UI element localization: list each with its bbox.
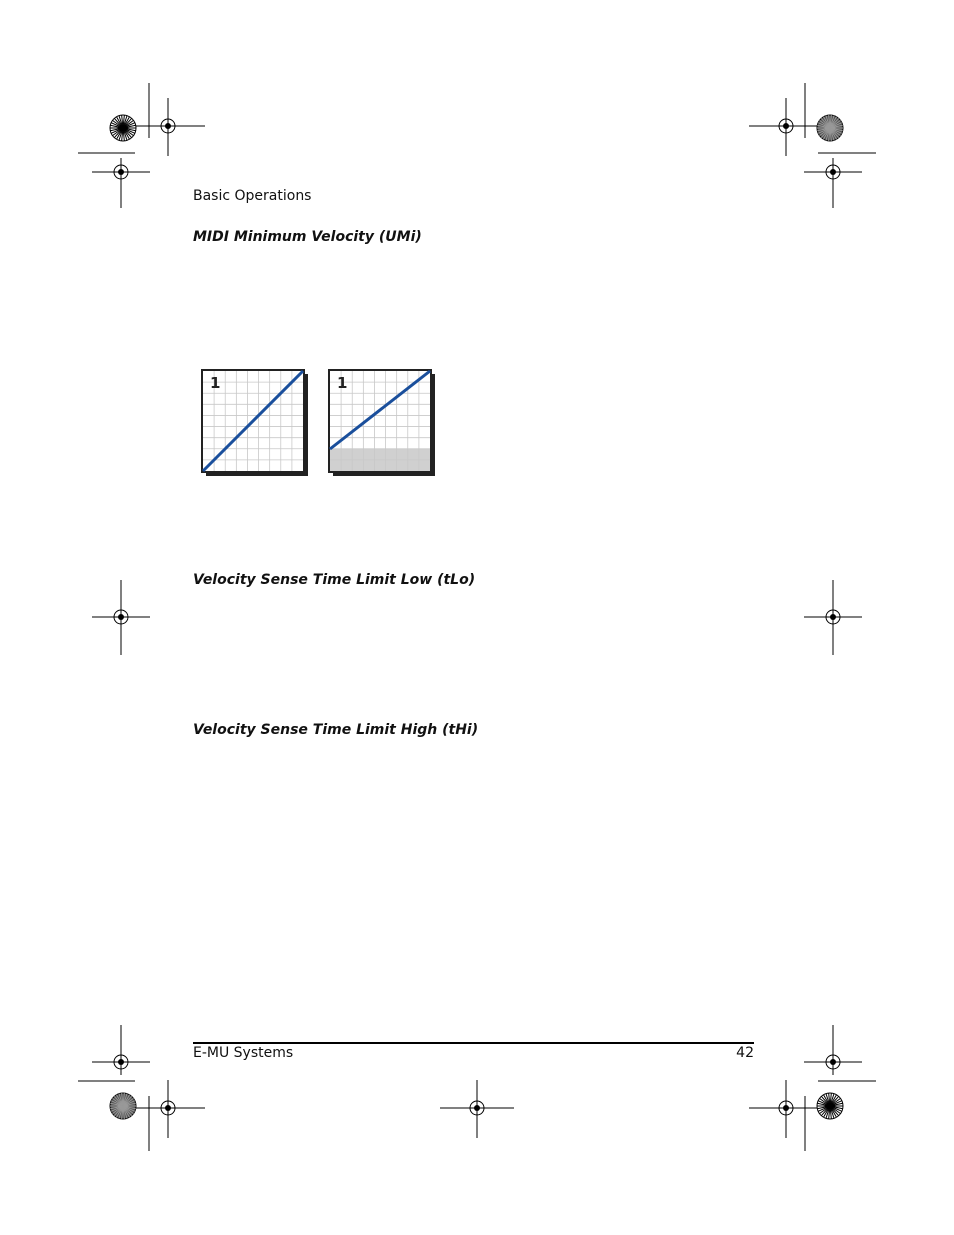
print-target-icon [110,1093,136,1119]
velocity-curve-figure [200,368,440,480]
print-target-icon [817,1093,843,1119]
page-number: 42 [736,1045,754,1061]
velocity-graph-standard [202,370,308,476]
section-heading-midi-min-velocity: MIDI Minimum Velocity (UMi) [193,229,422,245]
graph-label: 1 [210,374,221,392]
section-heading-time-limit-high: Velocity Sense Time Limit High (tHi) [193,722,479,738]
graph-label: 1 [337,374,348,392]
print-target-icon [817,115,843,141]
velocity-graph-minimum [329,370,435,476]
running-header: Basic Operations [193,188,312,204]
section-heading-time-limit-low: Velocity Sense Time Limit Low (tLo) [193,572,476,588]
print-target-icon [110,115,136,141]
footer-rule [193,1042,754,1044]
footer-company: E-MU Systems [193,1045,294,1061]
